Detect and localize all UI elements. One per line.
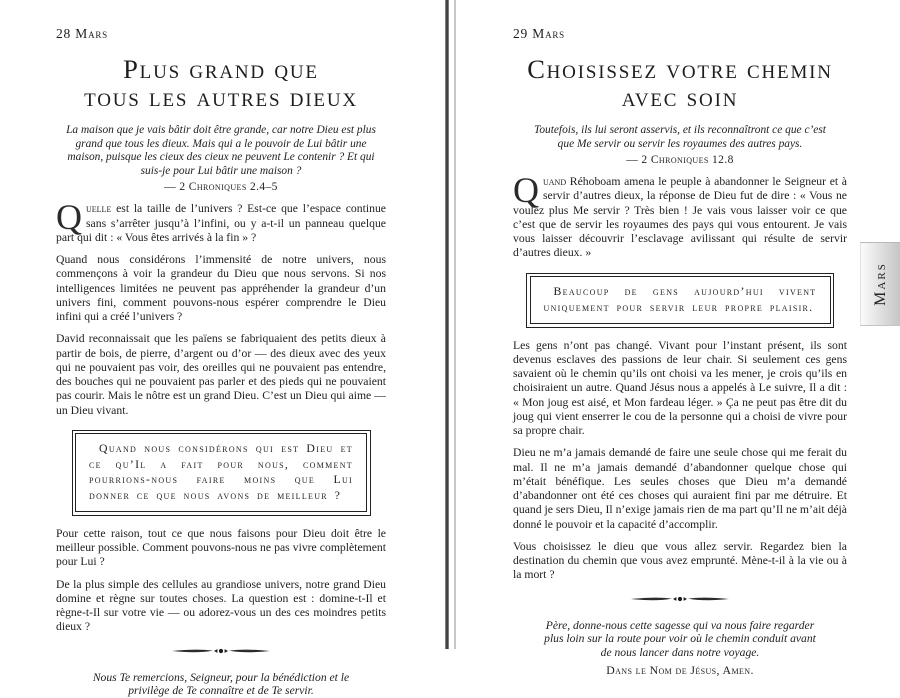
body-paragraph: Vous choisissez le dieu que vous allez servir. Regardez bien la destination du chemin que vous avez emprunté. Mène-t-il à la vie ou à la mort ?: [513, 539, 847, 582]
devotional-title: [513, 55, 847, 111]
date-heading: 28 Mars: [56, 26, 108, 41]
body-paragraph: Dieu ne m’a jamais demandé de faire une seule chose qui me ferait du mal. Il ne m’a jamais demandé d’abandonner quelque chose qui m’était bénéfique. Les seules choses que Dieu m’a demandé d’abandonner ont été ces choses qui auraient fini par me détruire. Et quand je sers Dieu, Il n’exige jamais rien de ma part qu’Il ne m’ait déjà donné le pouvoir et la capacité d’accomplir.: [513, 446, 847, 531]
body-paragraph: Les gens n’ont pas changé. Vivant pour l’instant présent, ils sont devenus esclaves des passions de leur chair. Si seulement ces gens savaient où le chemin qu’ils ont choisi va les mener, je crois qu’ils en choisiraient un autre. Quand Jésus nous a appelés à Le suivre, Il a dit : « Mon joug est aisé, et Mon fardeau léger. » Ça ne peut pas être dit du joug qui vient enserrer le cou de la personne qui a choisi de vivre pour sa propre chair.: [513, 338, 847, 438]
amen-line: Dans le Nom de Jésus, Amen.: [606, 663, 754, 678]
drop-cap: Q: [56, 197, 82, 238]
month-tab-mars[interactable]: [860, 242, 900, 326]
title-line: Plus grand que: [123, 54, 319, 84]
month-tab-label: Mars: [871, 262, 889, 306]
pull-quote-text: Quand nous considérons qui est Dieu et ce qu’Il a fait pour nous, comment pourrions-nous faire moins que Lui donner ce que nous avons de meilleur ?: [75, 433, 367, 512]
pull-quote-text: Beaucoup de gens aujourd’hui vivent uniquement pour servir leur propre plaisir.: [530, 276, 831, 324]
right-page: [513, 0, 847, 678]
devotional-title: [56, 55, 386, 111]
title-line: Choisissez votre chemin: [527, 54, 833, 84]
opening-paragraph: [513, 170, 847, 261]
title-line: tous les autres dieux: [84, 82, 358, 112]
lead-small-caps: uand: [543, 175, 567, 189]
divider-ornament-icon: [513, 592, 847, 604]
opening-text: est la taille de l’univers ? Est-ce que l’espace continue sans s’arrêter jusqu’à l’infini, ou y a-t-il un panneau quelque part qui dit : « Vous êtes arrivés à la fin » ?: [56, 202, 386, 244]
closing-prayer: Nous Te remercions, Seigneur, pour la bénédiction et le privilège de Te connaître et de Te servir.: [92, 670, 350, 698]
scripture-reference: — 2 Chroniques 12.8: [626, 154, 734, 167]
title-line: avec soin: [621, 82, 739, 112]
closing-prayer: Père, donne-nous cette sagesse qui va nous faire regarder plus loin sur la route pour voir où le chemin conduit avant de nous lancer dans notre voyage.: [544, 618, 816, 660]
scripture-epigraph: Toutefois, ils lui seront asservis, et ils reconnaîtront ce que c’est que Me servir ou servir les royaumes des autres pays.: [534, 124, 826, 150]
body-paragraph: Pour cette raison, tout ce que nous faisons pour Dieu doit être le meilleur possible. Comment pouvons-nous ne pas vivre complètement pour Lui ?: [56, 526, 386, 569]
date-heading: 29 Mars: [513, 26, 565, 41]
page-gutter-light-line: [454, 0, 456, 649]
body-text: [513, 170, 847, 583]
body-paragraph: Quand nous considérons l’immensité de notre univers, nous commençons à voir la grandeur du Dieu que nous servons. Si nos intelligences limitées ne peuvent pas appréhender la grandeur d’un univers fini, comment pouvons-nous espérer comprendre le Dieu infini qui a créé l’univers ?: [56, 253, 386, 324]
body-paragraph: David reconnaissait que les païens se fabriquaient des petits dieux à partir de bois, de pierre, d’argent ou d’or — des dieux avec des yeux qui ne pouvaient pas voir, des oreilles qui ne pouvaient pas entendre, des bouches qui ne pouvaient pas parler et des pieds qui ne pouvaient pas courir. Mais le nôtre est un grand Dieu. C’est un Dieu qui aime — un Dieu vivant.: [56, 332, 386, 417]
pull-quote-box: [526, 273, 834, 328]
body-text: [56, 197, 386, 634]
page-gutter-dark-line: [445, 0, 449, 649]
left-page: [56, 0, 386, 698]
scripture-reference: — 2 Chroniques 2.4–5: [164, 181, 278, 194]
opening-paragraph: [56, 197, 386, 245]
lead-small-caps: uelle: [86, 202, 112, 216]
scripture-epigraph: La maison que je vais bâtir doit être grande, car notre Dieu est plus grand que tous les dieux. Mais qui a le pouvoir de Lui bâtir une maison, puisque les cieux des cieux ne peuvent Le contenir ? Et qui suis-je pour Lui bâtir une maison ?: [66, 124, 376, 177]
divider-ornament-icon: [56, 644, 386, 656]
body-paragraph: De la plus simple des cellules au grandiose univers, notre grand Dieu domine et règne sur toutes choses. La question est : domine-t-Il et règne-t-Il sur votre vie — ou adorez-vous un des ces moindres petits dieux ?: [56, 577, 386, 634]
drop-cap: Q: [513, 170, 539, 211]
opening-text: Réhoboam amena le peuple à abandonner le Seigneur et à servir d’autres dieux, la réponse de Dieu fut de dire : « Vous ne voulez plus Me servir ? Très bien ! Je vais vous laisser voir ce que c’est que de servir les royaumes des pays qui vous entourent. Je vais vous laisser découvrir l’esclavage avilissant qui résulte de servir d’autres dieux. »: [513, 175, 847, 260]
pull-quote-box: [72, 430, 371, 516]
